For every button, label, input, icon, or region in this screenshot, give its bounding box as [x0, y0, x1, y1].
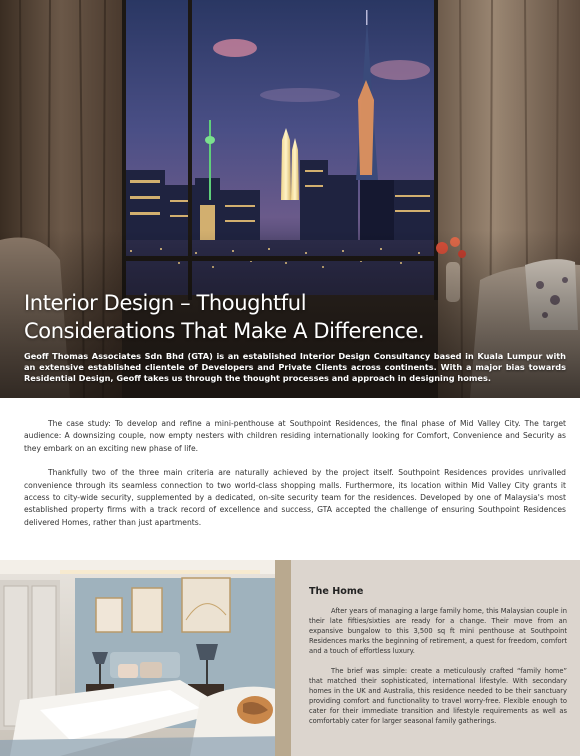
- bedroom-illustration: [0, 560, 291, 756]
- title-line-2: Considerations That Make A Difference.: [24, 319, 425, 343]
- case-study-paragraph-2: Thankfully two of the three main criteria are naturally achieved by the project itself. Southpoint Residences provides unrivalled convenience through its seamless connection to two world-class shopping malls. Furthermore, its location within Mid Valley City grants it access to city-wide security, supplemented by a dedicated, on-site security team for the residences. Developed by one of Malaysia's most established property firms with a track record of excellence and success, GTA accepted the challenge of ensuring Southpoint Residences delivered Homes, rather than just apartments.: [24, 468, 566, 527]
- the-home-heading: The Home: [309, 586, 364, 597]
- case-study-paragraph-1: The case study: To develop and refine a mini-penthouse at Southpoint Residences, the final phase of Mid Valley City. The target audience: A downsizing couple, now empty nesters with children residing internationally looking for Comfort, Convenience and Security as they embark on an exciting new phase of life.: [24, 419, 566, 453]
- article-intro: Geoff Thomas Associates Sdn Bhd (GTA) is an established Interior Design Consultancy based in Kuala Lumpur with an extensive established clientele of Developers and Private Clients across continents. With a major bias towards Residential Design, Geoff takes us through the thought processes and approach in designing homes.: [24, 351, 566, 383]
- title-line-1: Interior Design – Thoughtful: [24, 291, 307, 315]
- article-title: [24, 289, 444, 345]
- case-study-text: [24, 418, 566, 541]
- the-home-section: [0, 560, 580, 756]
- bedroom-photo: [0, 560, 291, 756]
- the-home-column: [309, 586, 567, 736]
- the-home-paragraph-1: After years of managing a large family home, this Malaysian couple in their late fifties/sixties are ready for a change. Their move from an expansive bungalow to this 3,500 sq ft mini penthouse at Southpoint Residences marks the beginning of retirement, a quest for freedom, comfort and a touch of effortless luxury.: [309, 607, 567, 655]
- the-home-paragraph-2: The brief was simple: create a meticulously crafted “family home” that matched their sophisticated, international lifestyle. With secondary homes in the UK and Australia, this residence needed to be their sanctuary providing comfort and functionality to travel worry-free. Flexible enough to cater for their immediate transition and lifestyle requirements as well as comfortably cater for larger seasonal family gatherings.: [309, 667, 567, 725]
